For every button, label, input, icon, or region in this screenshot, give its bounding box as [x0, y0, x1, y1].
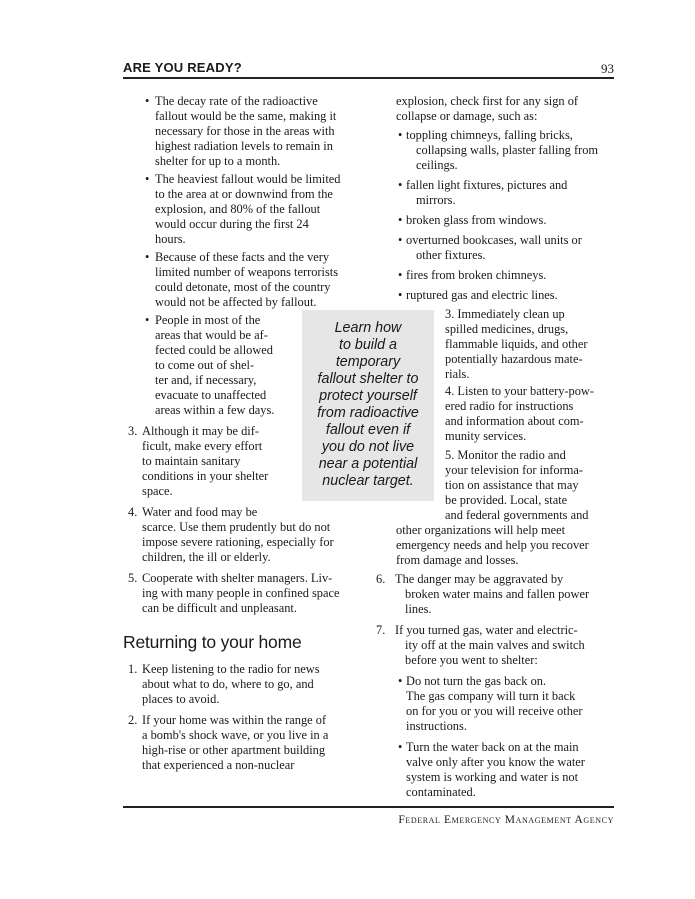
item-number: 2. [128, 713, 138, 727]
text-line: If you turned gas, water and electric- [395, 623, 578, 637]
text-line: • fires from broken chimneys. [406, 268, 547, 282]
text-line: high-rise or other apartment building [142, 743, 326, 757]
section-heading: Returning to your home [123, 632, 302, 652]
text-line: could detonate, most of the country [155, 280, 331, 294]
text-line: ered radio for instructions [445, 399, 574, 413]
returning-home-list [123, 662, 368, 775]
damage-item [374, 288, 614, 303]
text-line: from damage and losses. [396, 553, 519, 567]
callout-box [302, 310, 434, 501]
text-line: tion on assistance that may [445, 478, 579, 492]
text-line: places to avoid. [142, 692, 220, 706]
item-4-water-and-food [123, 505, 368, 565]
text-line: hours. [155, 232, 186, 246]
text-line: ity off at the main valves and switch [405, 638, 585, 652]
text-line: contaminated. [406, 785, 476, 799]
item-number: 6. [376, 572, 386, 586]
item-number: 4. [128, 505, 138, 519]
bullet-gas [374, 674, 614, 734]
text-line: ter and, if necessary, [155, 373, 257, 387]
text-line: emergency needs and help you recover [396, 538, 589, 552]
text-line: and federal governments and [445, 508, 589, 522]
running-title: ARE YOU READY? [123, 60, 242, 75]
text-line: scarce. Use them prudently but do not [142, 520, 331, 534]
text-line: necessary for those in the areas with [155, 124, 335, 138]
right-column-lower [374, 572, 614, 802]
item-1-keep-listening [123, 662, 368, 707]
text-line: limited number of weapons terrorists [155, 265, 339, 279]
text-line: fected could be allowed [155, 343, 274, 357]
header-rule [123, 77, 614, 79]
text-line: other fixtures. [416, 248, 486, 262]
text-line: If your home was within the range of [142, 713, 327, 727]
text-line: The danger may be aggravated by [395, 572, 564, 586]
text-line: • The decay rate of the radioactive [155, 94, 318, 108]
text-line: would occur during the first 24 [155, 217, 309, 231]
text-line: can be difficult and unpleasant. [142, 601, 297, 615]
text-line: 5. Monitor the radio and [445, 448, 566, 462]
text-line: • Do not turn the gas back on. [406, 674, 547, 688]
text-line: system is working and water is not [406, 770, 579, 784]
paragraph-4-listen-radio [445, 384, 615, 444]
text-line: • overturned bookcases, wall units or [406, 233, 582, 247]
damage-item [374, 128, 614, 173]
text-line: • People in most of the [155, 313, 261, 327]
item-5-cooperate [123, 571, 368, 616]
text-line: collapsing walls, plaster falling from [416, 143, 599, 157]
footer-agency: Federal Emergency Management Agency [398, 814, 614, 826]
text-line: that experienced a non-nuclear [142, 758, 295, 772]
text-line: collapse or damage, such as: [396, 109, 538, 123]
item-number: 1. [128, 662, 138, 676]
text-line: Cooperate with shelter managers. Liv- [142, 571, 333, 585]
callout-line: nuclear target. [322, 473, 414, 489]
text-line: flammable liquids, and other [445, 337, 588, 351]
text-line: and information about com- [445, 414, 584, 428]
text-line: broken water mains and fallen power [405, 587, 590, 601]
text-line: Although it may be dif- [142, 424, 260, 438]
paragraph-5-monitor [445, 448, 615, 523]
damage-item [374, 268, 614, 283]
text-line: • toppling chimneys, falling bricks, [406, 128, 573, 142]
callout-line: Learn how [334, 320, 402, 336]
text-line: Keep listening to the radio for news [142, 662, 320, 676]
text-line: spilled medicines, drugs, [445, 322, 569, 336]
text-line: shelter for up to a month. [155, 154, 281, 168]
text-line: impose severe rationing, especially for [142, 535, 334, 549]
item-2-shock-wave [123, 713, 368, 773]
text-line: 3. Immediately clean up [445, 307, 565, 321]
callout-line: fallout even if [325, 422, 411, 438]
item-number: 3. [128, 424, 138, 438]
text-line: potentially hazardous mate- [445, 352, 583, 366]
text-line: • broken glass from windows. [406, 213, 547, 227]
text-line: your television for informa- [445, 463, 583, 477]
callout-line: fallout shelter to [317, 371, 419, 387]
text-line: to maintain sanitary [142, 454, 241, 468]
text-line: fallout would be the same, making it [155, 109, 337, 123]
text-line: a bomb's shock wave, or you live in a [142, 728, 329, 742]
callout-line: you do not live [321, 439, 415, 455]
text-line: lines. [405, 602, 432, 616]
text-line: to the area at or downwind from the [155, 187, 333, 201]
right-column [374, 94, 614, 305]
text-line: conditions in your shelter [142, 469, 269, 483]
text-line: before you went to shelter: [405, 653, 538, 667]
bullet-heaviest-fallout [123, 172, 368, 247]
callout-line: temporary [335, 354, 401, 370]
damage-item [374, 233, 614, 263]
text-line: areas that would be af- [155, 328, 268, 342]
text-line: areas within a few days. [155, 403, 275, 417]
text-line: • fallen light fixtures, pictures and [406, 178, 568, 192]
intro-paragraph [374, 94, 614, 124]
damage-item [374, 178, 614, 208]
item-7-utilities [374, 623, 614, 668]
text-line: • Turn the water back on at the main [406, 740, 579, 754]
text-line: explosion, check first for any sign of [396, 94, 579, 108]
callout-line: near a potential [318, 456, 418, 472]
item-6-danger [374, 572, 614, 617]
bullet-water [374, 740, 614, 800]
bullet-because-of-these-facts [123, 250, 368, 310]
text-line: space. [142, 484, 173, 498]
paragraph-3-clean-up [445, 307, 615, 382]
text-line: about what to do, where to go, and [142, 677, 314, 691]
text-line: • ruptured gas and electric lines. [406, 288, 558, 302]
text-line: 4. Listen to your battery-pow- [445, 384, 594, 398]
text-line: Water and food may be [142, 505, 258, 519]
text-line: evacuate to unaffected [155, 388, 267, 402]
text-line: valve only after you know the water [406, 755, 585, 769]
text-line: be provided. Local, state [445, 493, 568, 507]
bullet-decay-rate [123, 94, 368, 169]
damage-item [374, 213, 614, 228]
text-line: other organizations will help meet [396, 523, 566, 537]
text-line: instructions. [406, 719, 467, 733]
text-line: highest radiation levels to remain in [155, 139, 333, 153]
callout-line: to build a [338, 337, 398, 353]
text-line: would not be affected by fallout. [155, 295, 317, 309]
text-line: to come out of shel- [155, 358, 255, 372]
callout-line: from radioactive [317, 405, 419, 421]
text-line: • The heaviest fallout would be limited [155, 172, 341, 186]
text-line: children, the ill or elderly. [142, 550, 271, 564]
text-line: explosion, and 80% of the fallout [155, 202, 321, 216]
text-line: • Because of these facts and the very [155, 250, 330, 264]
text-line: mirrors. [416, 193, 456, 207]
text-line: on for you or you will receive other [406, 704, 583, 718]
text-line: munity services. [445, 429, 527, 443]
callout-text [302, 320, 434, 490]
text-line: rials. [445, 367, 470, 381]
item-number: 5. [128, 571, 138, 585]
text-line: ficult, make every effort [142, 439, 263, 453]
footer-rule [123, 806, 614, 808]
page-number: 93 [601, 61, 614, 76]
item-number: 7. [376, 623, 386, 637]
text-line: ceilings. [416, 158, 458, 172]
paragraph-5-continued [396, 523, 616, 568]
text-line: The gas company will turn it back [406, 689, 576, 703]
callout-line: protect yourself [319, 388, 417, 404]
text-line: ing with many people in confined space [142, 586, 340, 600]
